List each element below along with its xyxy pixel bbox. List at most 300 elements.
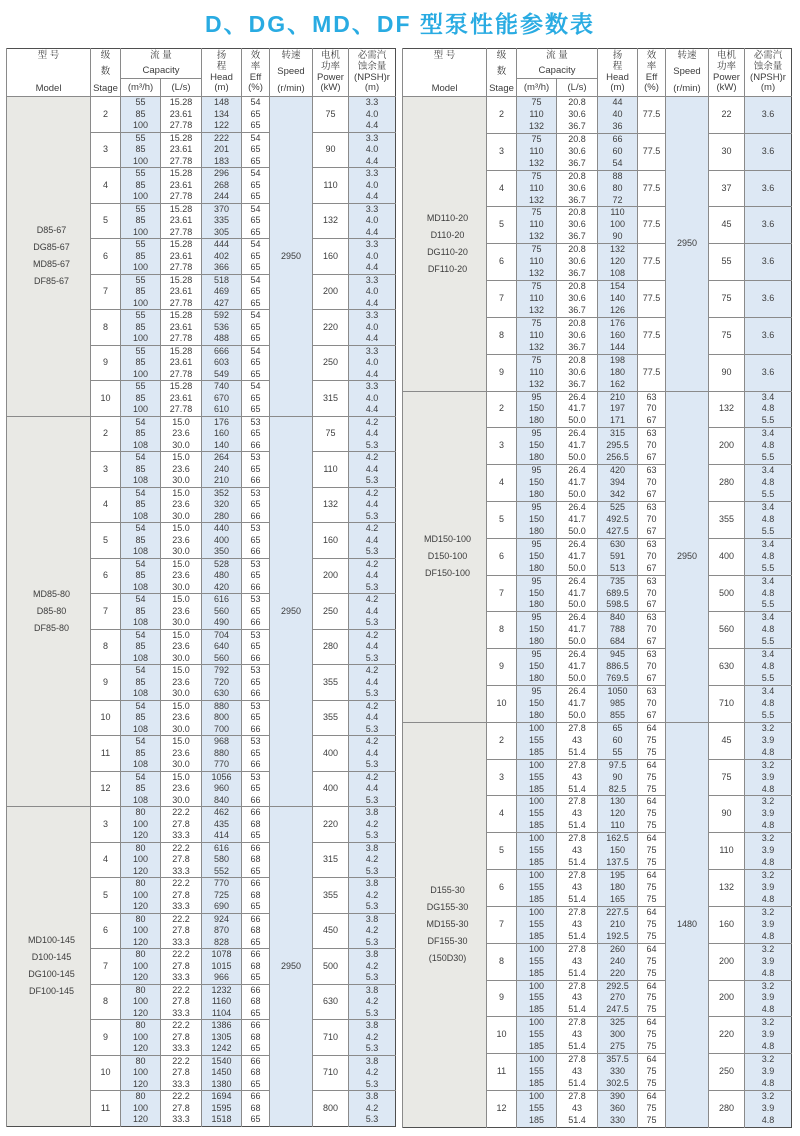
head-cell: 603 (202, 357, 242, 369)
col-header-stage (91, 49, 121, 97)
npsh-cell: 3.9 (745, 882, 792, 894)
stage-cell: 5 (487, 207, 517, 244)
table-header (7, 49, 396, 97)
model-label: DF100-145 (28, 986, 75, 996)
power-cell: 110 (313, 452, 349, 488)
head-cell: 800 (202, 712, 242, 724)
head-cell: 325 (598, 1017, 638, 1029)
head-cell: 176 (598, 317, 638, 329)
eff-cell: 65 (242, 428, 270, 440)
stage-cell: 3 (91, 452, 121, 488)
col-header-speed (270, 49, 313, 97)
npsh-cell: 3.6 (745, 317, 792, 354)
head-cell: 108 (598, 268, 638, 280)
stage-cell: 3 (487, 133, 517, 170)
npsh-cell: 5.3 (349, 937, 396, 949)
head-cell: 1104 (202, 1008, 242, 1020)
flow-ls-cell: 30.6 (557, 293, 598, 305)
eff-cell: 77.5 (638, 97, 666, 134)
table-body (403, 97, 792, 1128)
flow-ls-cell: 51.4 (557, 1115, 598, 1127)
npsh-cell: 3.4 (745, 538, 792, 550)
eff-cell: 54 (242, 132, 270, 144)
flow-ls-cell: 30.0 (161, 759, 202, 771)
head-cell: 320 (202, 499, 242, 511)
stage-cell: 3 (91, 132, 121, 168)
eff-cell: 70 (638, 588, 666, 600)
flow-ls-cell: 51.4 (557, 931, 598, 943)
model-label: MD85-67 (32, 259, 70, 269)
head-cell: 132 (598, 244, 638, 256)
npsh-cell: 5.3 (349, 866, 396, 878)
flow-m3h-cell: 150 (517, 403, 557, 415)
col-header-ls (557, 79, 598, 97)
model-cell (403, 97, 487, 392)
npsh-cell: 4.2 (349, 700, 396, 712)
head-cell: 394 (598, 477, 638, 489)
stage-cell: 4 (487, 170, 517, 207)
flow-m3h-cell: 100 (517, 943, 557, 955)
npsh-cell: 4.2 (349, 736, 396, 748)
flow-m3h-cell: 55 (121, 345, 161, 357)
npsh-cell: 3.3 (349, 239, 396, 251)
flow-m3h-cell: 100 (121, 961, 161, 973)
power-cell: 500 (709, 575, 745, 612)
flow-m3h-cell: 75 (517, 207, 557, 219)
head-cell: 90 (598, 772, 638, 784)
head-cell: 220 (598, 968, 638, 980)
power-cell: 710 (709, 686, 745, 723)
eff-cell: 66 (242, 913, 270, 925)
flow-m3h-cell: 95 (517, 391, 557, 403)
flow-ls-cell: 51.4 (557, 820, 598, 832)
flow-m3h-cell: 155 (517, 1066, 557, 1078)
flow-ls-cell: 23.6 (161, 677, 202, 689)
flow-m3h-cell: 54 (121, 452, 161, 464)
flow-m3h-cell: 155 (517, 808, 557, 820)
power-cell: 315 (313, 842, 349, 878)
head-cell: 195 (598, 870, 638, 882)
eff-cell: 75 (638, 820, 666, 832)
npsh-cell: 5.3 (349, 1008, 396, 1020)
npsh-cell: 4.2 (349, 961, 396, 973)
npsh-cell: 4.8 (745, 894, 792, 906)
eff-cell: 66 (242, 653, 270, 665)
power-cell: 110 (313, 168, 349, 204)
head-cell: 130 (598, 796, 638, 808)
eff-cell: 75 (638, 1041, 666, 1053)
model-label: D85-67 (36, 225, 67, 235)
header-line: 转速 (677, 50, 697, 61)
npsh-cell: 3.8 (349, 807, 396, 819)
col-header-ls-text (557, 79, 597, 96)
head-cell: 162.5 (598, 833, 638, 845)
flow-m3h-cell: 100 (517, 833, 557, 845)
npsh-cell: 4.4 (349, 404, 396, 416)
power-cell: 75 (709, 317, 745, 354)
npsh-cell: 4.2 (349, 452, 396, 464)
flow-ls-cell: 27.8 (161, 1067, 202, 1079)
head-cell: 100 (598, 219, 638, 231)
eff-cell: 67 (638, 526, 666, 538)
npsh-cell: 5.3 (349, 1043, 396, 1055)
npsh-cell: 4.0 (349, 286, 396, 298)
model-label: D85-80 (36, 605, 67, 616)
model-label: DG110-20 (427, 246, 468, 257)
stage-cell: 4 (91, 487, 121, 523)
flow-m3h-cell: 100 (121, 925, 161, 937)
power-cell: 400 (313, 736, 349, 772)
eff-cell: 64 (638, 796, 666, 808)
flow-ls-cell: 26.4 (557, 428, 598, 440)
npsh-cell: 3.8 (349, 1091, 396, 1103)
npsh-cell: 4.2 (349, 1032, 396, 1044)
flow-m3h-cell: 85 (121, 322, 161, 334)
flow-m3h-cell: 100 (517, 980, 557, 992)
eff-cell: 75 (638, 735, 666, 747)
head-cell: 65 (598, 722, 638, 734)
col-header-power (313, 49, 349, 97)
header-line: Stage (489, 82, 514, 94)
head-cell: 945 (598, 649, 638, 661)
eff-cell: 65 (242, 251, 270, 263)
head-cell: 528 (202, 558, 242, 570)
head-cell: 690 (202, 901, 242, 913)
model-label: DF85-80 (33, 622, 69, 633)
flow-m3h-cell: 150 (517, 440, 557, 452)
eff-cell: 65 (242, 499, 270, 511)
head-cell: 720 (202, 677, 242, 689)
eff-cell: 66 (242, 688, 270, 700)
head-cell: 140 (202, 440, 242, 452)
eff-cell: 64 (638, 1090, 666, 1102)
npsh-cell: 4.2 (349, 558, 396, 570)
npsh-cell: 3.3 (349, 132, 396, 144)
flow-m3h-cell: 120 (121, 972, 161, 984)
eff-cell: 75 (638, 956, 666, 968)
npsh-cell: 3.2 (745, 1054, 792, 1066)
eff-cell: 75 (638, 1004, 666, 1016)
flow-m3h-cell: 185 (517, 1078, 557, 1090)
stage-cell: 5 (487, 833, 517, 870)
flow-ls-cell: 30.0 (161, 440, 202, 452)
eff-cell: 67 (638, 673, 666, 685)
eff-cell: 75 (638, 919, 666, 931)
flow-m3h-cell: 150 (517, 624, 557, 636)
data-row (403, 391, 792, 403)
eff-cell: 64 (638, 722, 666, 734)
flow-m3h-cell: 155 (517, 1103, 557, 1115)
flow-m3h-cell: 95 (517, 686, 557, 698)
head-cell: 870 (202, 925, 242, 937)
head-cell: 1595 (202, 1103, 242, 1115)
head-cell: 427.5 (598, 526, 638, 538)
npsh-cell: 5.5 (745, 636, 792, 648)
npsh-cell: 3.8 (349, 913, 396, 925)
head-cell: 640 (202, 641, 242, 653)
flow-ls-cell: 23.6 (161, 783, 202, 795)
head-cell: 792 (202, 665, 242, 677)
col-header-eff-text (638, 49, 665, 96)
flow-ls-cell: 20.8 (557, 354, 598, 366)
eff-cell: 70 (638, 698, 666, 710)
col-header-capacity-text (121, 49, 201, 78)
npsh-cell: 3.8 (349, 949, 396, 961)
power-cell: 280 (709, 1090, 745, 1127)
flow-m3h-cell: 155 (517, 1029, 557, 1041)
npsh-cell: 3.9 (745, 1029, 792, 1041)
power-cell: 22 (709, 97, 745, 134)
model-cell (403, 722, 487, 1127)
eff-cell: 63 (638, 391, 666, 403)
head-cell: 1694 (202, 1091, 242, 1103)
npsh-cell: 5.3 (349, 653, 396, 665)
stage-cell: 10 (91, 1055, 121, 1091)
head-cell: 966 (202, 972, 242, 984)
flow-m3h-cell: 108 (121, 617, 161, 629)
col-header-model (7, 49, 91, 97)
eff-cell: 63 (638, 465, 666, 477)
npsh-cell: 4.4 (349, 262, 396, 274)
eff-cell: 67 (638, 415, 666, 427)
npsh-cell: 4.8 (745, 1004, 792, 1016)
flow-ls-cell: 36.7 (557, 379, 598, 391)
npsh-cell: 4.8 (745, 747, 792, 759)
eff-cell: 66 (242, 1091, 270, 1103)
flow-ls-cell: 30.6 (557, 219, 598, 231)
head-cell: 469 (202, 286, 242, 298)
header-line: Power (317, 71, 344, 83)
flow-m3h-cell: 55 (121, 381, 161, 393)
head-cell: 227.5 (598, 906, 638, 918)
flow-ls-cell: 15.28 (161, 203, 202, 215)
flow-ls-cell: 26.4 (557, 686, 598, 698)
flow-m3h-cell: 155 (517, 772, 557, 784)
speed-cell: 2950 (666, 391, 709, 722)
flow-ls-cell: 30.0 (161, 511, 202, 523)
flow-ls-cell: 23.6 (161, 748, 202, 760)
flow-m3h-cell: 55 (121, 274, 161, 286)
head-cell: 598.5 (598, 599, 638, 611)
npsh-cell: 4.8 (745, 931, 792, 943)
flow-ls-cell: 15.0 (161, 629, 202, 641)
head-cell: 840 (598, 612, 638, 624)
power-cell: 400 (313, 771, 349, 807)
head-cell: 770 (202, 759, 242, 771)
flow-ls-cell: 26.4 (557, 649, 598, 661)
flow-m3h-cell: 100 (517, 1054, 557, 1066)
model-label: (150D30) (428, 953, 467, 964)
flow-ls-cell: 36.7 (557, 305, 598, 317)
stage-cell: 5 (91, 878, 121, 914)
flow-ls-cell: 51.4 (557, 784, 598, 796)
npsh-cell: 3.2 (745, 906, 792, 918)
power-cell: 200 (709, 428, 745, 465)
power-cell: 250 (313, 345, 349, 381)
eff-cell: 68 (242, 890, 270, 902)
flow-m3h-cell: 54 (121, 558, 161, 570)
eff-cell: 65 (242, 972, 270, 984)
head-cell: 342 (598, 489, 638, 501)
flow-ls-cell: 26.4 (557, 612, 598, 624)
flow-ls-cell: 15.0 (161, 700, 202, 712)
flow-m3h-cell: 108 (121, 795, 161, 807)
flow-m3h-cell: 85 (121, 606, 161, 618)
flow-m3h-cell: 54 (121, 736, 161, 748)
header-line: Speed (277, 66, 305, 78)
head-cell: 1160 (202, 996, 242, 1008)
flow-m3h-cell: 75 (517, 244, 557, 256)
flow-m3h-cell: 100 (517, 722, 557, 734)
header-line: (m³/h) (127, 82, 154, 93)
flow-m3h-cell: 54 (121, 629, 161, 641)
npsh-cell: 4.0 (349, 215, 396, 227)
head-cell: 560 (202, 606, 242, 618)
head-cell: 580 (202, 854, 242, 866)
flow-ls-cell: 15.28 (161, 168, 202, 180)
header-line: Speed (673, 66, 701, 78)
flow-ls-cell: 50.0 (557, 710, 598, 722)
flow-ls-cell: 27.8 (557, 833, 598, 845)
col-header-head (598, 49, 638, 97)
eff-cell: 68 (242, 961, 270, 973)
flow-m3h-cell: 75 (517, 97, 557, 109)
flow-m3h-cell: 110 (517, 146, 557, 158)
model-label: MD100-145 (27, 935, 76, 945)
header-line: (r/min) (277, 82, 305, 94)
flow-ls-cell: 27.78 (161, 227, 202, 239)
npsh-cell: 5.3 (349, 475, 396, 487)
flow-ls-cell: 30.0 (161, 546, 202, 558)
head-cell: 180 (598, 882, 638, 894)
npsh-cell: 3.9 (745, 808, 792, 820)
head-cell: 840 (202, 795, 242, 807)
head-cell: 435 (202, 819, 242, 831)
eff-cell: 66 (242, 511, 270, 523)
flow-m3h-cell: 155 (517, 845, 557, 857)
flow-ls-cell: 15.0 (161, 416, 202, 428)
col-header-power-text (313, 49, 348, 96)
flow-ls-cell: 51.4 (557, 857, 598, 869)
npsh-cell: 4.2 (349, 523, 396, 535)
model-label: DG155-30 (426, 902, 469, 913)
flow-ls-cell: 27.78 (161, 333, 202, 345)
head-cell: 222 (202, 132, 242, 144)
head-cell: 1056 (202, 771, 242, 783)
head-cell: 770 (202, 878, 242, 890)
npsh-cell: 4.4 (349, 428, 396, 440)
flow-m3h-cell: 85 (121, 641, 161, 653)
npsh-cell: 3.9 (745, 735, 792, 747)
flow-m3h-cell: 85 (121, 357, 161, 369)
flow-ls-cell: 43 (557, 882, 598, 894)
npsh-cell: 3.9 (745, 992, 792, 1004)
head-cell: 592 (202, 310, 242, 322)
model-label: DF155-30 (427, 936, 468, 947)
flow-m3h-cell: 85 (121, 748, 161, 760)
flow-m3h-cell: 100 (121, 1067, 161, 1079)
model-label: DF150-100 (424, 567, 471, 578)
flow-ls-cell: 27.8 (557, 759, 598, 771)
npsh-cell: 5.5 (745, 415, 792, 427)
flow-ls-cell: 50.0 (557, 563, 598, 575)
head-cell: 352 (202, 487, 242, 499)
npsh-cell: 5.3 (349, 795, 396, 807)
head-cell: 120 (598, 256, 638, 268)
power-cell: 220 (313, 807, 349, 843)
head-cell: 122 (202, 120, 242, 132)
flow-m3h-cell: 108 (121, 475, 161, 487)
eff-cell: 66 (242, 1020, 270, 1032)
flow-ls-cell: 36.7 (557, 268, 598, 280)
flow-m3h-cell: 110 (517, 109, 557, 121)
head-cell: 400 (202, 535, 242, 547)
power-cell: 55 (709, 244, 745, 281)
npsh-cell: 4.8 (745, 403, 792, 415)
speed-cell: 2950 (270, 416, 313, 807)
head-cell: 357.5 (598, 1054, 638, 1066)
eff-cell: 63 (638, 428, 666, 440)
flow-m3h-cell: 100 (121, 191, 161, 203)
head-cell: 162 (598, 379, 638, 391)
head-cell: 270 (598, 992, 638, 1004)
eff-cell: 75 (638, 808, 666, 820)
flow-ls-cell: 50.0 (557, 599, 598, 611)
header-line: Head (210, 71, 233, 83)
eff-cell: 77.5 (638, 317, 666, 354)
eff-cell: 65 (242, 156, 270, 168)
header-line: Stage (93, 82, 118, 94)
head-cell: 120 (598, 808, 638, 820)
npsh-cell: 4.2 (349, 665, 396, 677)
npsh-cell: 4.0 (349, 251, 396, 263)
head-cell: 616 (202, 594, 242, 606)
head-cell: 264 (202, 452, 242, 464)
col-header-stage-text (91, 49, 120, 96)
head-cell: 513 (598, 563, 638, 575)
eff-cell: 66 (242, 475, 270, 487)
flow-m3h-cell: 185 (517, 820, 557, 832)
head-cell: 198 (598, 354, 638, 366)
head-cell: 985 (598, 698, 638, 710)
flow-m3h-cell: 95 (517, 501, 557, 513)
header-row-1 (7, 49, 396, 79)
header-line: 扬 (216, 50, 227, 61)
eff-cell: 53 (242, 416, 270, 428)
eff-cell: 65 (242, 369, 270, 381)
head-cell: 610 (202, 404, 242, 416)
npsh-cell: 3.8 (349, 878, 396, 890)
head-cell: 148 (202, 97, 242, 109)
header-line: 数 (496, 66, 507, 78)
header-line: (kW) (716, 82, 737, 94)
header-row-1 (403, 49, 792, 79)
head-cell: 88 (598, 170, 638, 182)
model-label: D150-100 (427, 550, 468, 561)
flow-ls-cell: 27.8 (557, 870, 598, 882)
head-cell: 360 (598, 1103, 638, 1115)
head-cell: 197 (598, 403, 638, 415)
eff-cell: 64 (638, 1017, 666, 1029)
npsh-cell: 4.0 (349, 322, 396, 334)
flow-ls-cell: 51.4 (557, 1004, 598, 1016)
flow-ls-cell: 36.7 (557, 121, 598, 133)
flow-m3h-cell: 55 (121, 97, 161, 109)
flow-ls-cell: 43 (557, 956, 598, 968)
npsh-cell: 4.4 (349, 606, 396, 618)
flow-ls-cell: 41.7 (557, 698, 598, 710)
flow-ls-cell: 27.8 (161, 890, 202, 902)
